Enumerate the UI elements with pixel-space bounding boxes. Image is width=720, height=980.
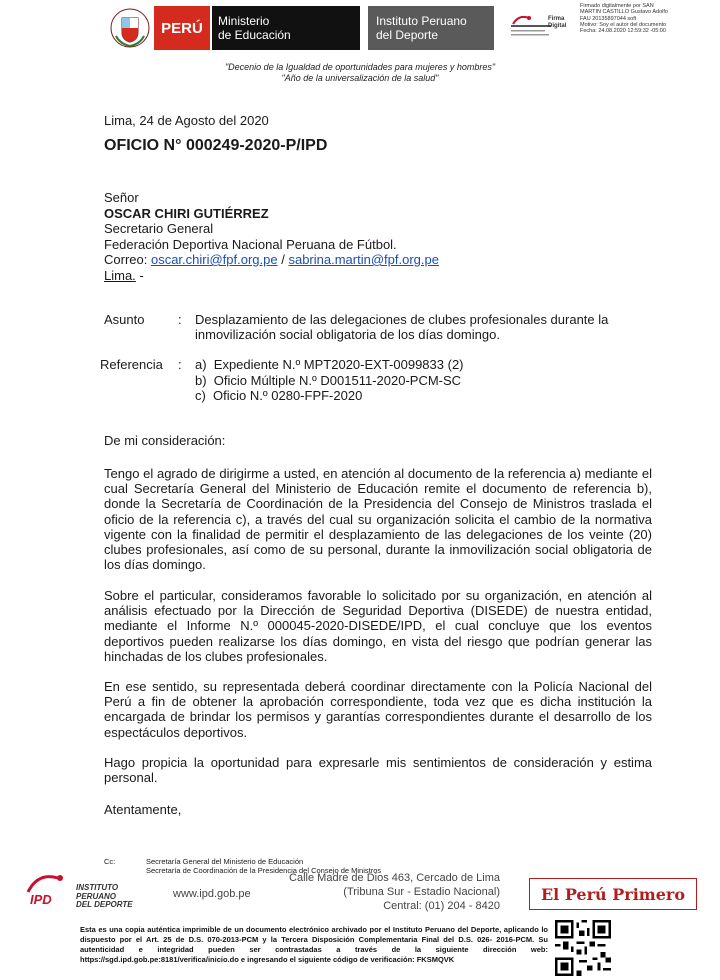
paragraph-1: Tengo el agrado de dirigirme a usted, en atención al documento de la referencia a) mediante el cual Secretaría General del Ministerio de Educación remite el documento de referencia b), donde la Secretaría de Coordinación de la Presidencia del Consejo de Ministros traslada el oficio de la referencia c), a través del cual su organización solicita el cambio de la normativa vigente con la finalidad de permitir el desplazamiento de las delegaciones de los veinte (20) clubes profesionales, así como de su personal, durante la inmovilización social obligatoria de los días domingo.: [104, 466, 652, 573]
subject-label: Asunto: [104, 312, 145, 327]
subject-text: Desplazamiento de las delegaciones de clubes profesionales durante la inmovilización social obligatoria de los días domingo.: [195, 312, 609, 342]
email-link-2[interactable]: sabrina.martin@fpf.org.pe: [288, 252, 439, 267]
recipient-organization: Federación Deportiva Nacional Peruana de Fútbol.: [104, 236, 397, 252]
email-label: Correo:: [104, 252, 151, 267]
website-link[interactable]: www.ipd.gob.pe: [173, 888, 251, 900]
slogan: El Perú Primero: [540, 884, 685, 904]
ipd-name-line: INSTITUTO: [76, 883, 119, 892]
address-line: Calle Madre de Dios 463, Cercado de Lima: [289, 872, 500, 884]
reference-label: Referencia: [100, 357, 163, 372]
digital-signature-details: [580, 3, 720, 34]
digital-signature-label: [548, 16, 566, 30]
email-link-1[interactable]: oscar.chiri@fpf.org.pe: [150, 252, 278, 267]
decenio-banner: [0, 62, 720, 84]
greeting: De mi consideración:: [104, 433, 226, 448]
subject-colon: :: [178, 312, 182, 327]
institute-brand: [368, 6, 494, 50]
ipd-name-line: PERUANO: [76, 891, 117, 901]
signature-line: Motivo: Soy el autor del documento: [580, 21, 667, 28]
reference-item: c) Oficio N.º 0280-FPF-2020: [195, 388, 363, 403]
decenio-line-2: "Año de la universalización de la salud": [281, 73, 439, 83]
ipd-logo-icon: [24, 870, 70, 910]
el-peru-primero-logo: [529, 878, 697, 910]
city-line: [104, 268, 439, 284]
paragraph-4: Hago propicia la oportunidad para expresarle mis sentimientos de consideración y estima personal.: [104, 755, 652, 786]
address-line: Central: (01) 204 - 8420: [383, 900, 500, 912]
paragraph-3: En ese sentido, su representada deberá coordinar directamente con la Policía Nacional del Perú a fin de obtener la aprobación correspondiente, toda vez que es dicha institución la encargada de brindar los permisos y garantías correspondientes durante el desarrollo de los espectáculos deportivos.: [104, 679, 652, 740]
institute-line-1: Instituto Peruano: [376, 14, 467, 28]
peru-brand: [154, 6, 210, 50]
email-separator: /: [277, 252, 289, 267]
recipient-block: [104, 190, 439, 283]
salutation: Señor: [104, 190, 139, 205]
qr-code-icon: [555, 920, 611, 976]
peru-label: PERÚ: [161, 19, 203, 37]
city-suffix: -: [135, 267, 144, 283]
paragraph-2: Sobre el particular, consideramos favorable lo solicitado por su organización, en atención al análisis efectuado por la Dirección de Seguridad Deportiva (DISEDE) de nuestra entidad, mediante el Informe N.º 000045-2020-DISEDE/IPD, el cual concluye que los eventos deportivos pueden realizarse los días domingo, en vista del riesgo que podrían generar las hinchadas de los clubes profesionales.: [104, 588, 652, 664]
address-line: (Tribuna Sur - Estadio Nacional): [343, 886, 500, 898]
city: Lima.: [104, 267, 136, 283]
cc-item: Secretaría General del Ministerio de Educación: [146, 857, 304, 866]
signature-line: FAU 20135897044 soft: [580, 15, 637, 22]
closing: Atentamente,: [104, 802, 182, 817]
email-line: [104, 252, 439, 268]
signature-line: MARTIN CASTILLO Gustavo Adolfo: [580, 9, 668, 16]
footer-address: [284, 871, 500, 913]
reference-list: [195, 357, 464, 404]
ministry-line-1: Ministerio: [218, 14, 270, 28]
letter-date: Lima, 24 de Agosto del 2020: [104, 113, 269, 128]
signature-label-2: Digital: [548, 23, 567, 29]
recipient-name: OSCAR CHIRI GUTIÉRREZ: [104, 205, 269, 221]
ipd-abbr: IPD: [30, 892, 52, 907]
reference-colon: :: [178, 357, 182, 372]
signature-line: Fecha: 24.08.2020 12:59:32 -05:00: [580, 28, 666, 35]
cc-item: Secretaría de Coordinación de la Presidencia del Consejo de Ministros: [146, 866, 382, 875]
letter-number: OFICIO N° 000249-2020-P/IPD: [104, 137, 328, 154]
signature-label-1: Firma: [548, 16, 565, 22]
ministry-brand: [212, 6, 360, 50]
ipd-name: [76, 884, 133, 910]
reference-item: b) Oficio Múltiple N.º D001511-2020-PCM-SC: [195, 372, 462, 388]
decenio-line-1: "Decenio de la Igualdad de oportunidades para mujeres y hombres": [224, 62, 496, 72]
reference-item: a) Expediente N.º MPT2020-EXT-0099833 (2): [195, 357, 464, 372]
recipient-title: Secretario General: [104, 221, 214, 236]
authenticity-note: Esta es una copia auténtica imprimible de un documento electrónico archivado por el Instituto Peruano del Deporte, aplicando lo dispuesto por el Art. 25 de D.S. 070-2013-PCM y la Tercera Disposición Complementaria Final del D.S. 026- 2016-PCM. Su autenticidad e integridad pueden ser contrastadas a través de la siguiente dirección web: https://sgd.ipd.gob.pe:8181/verifica/inicio.do e ingresando el siguiente código de verificación: FKSMQVK: [80, 925, 548, 964]
cc-label: Cc:: [104, 857, 116, 866]
ipd-name-line: DEL DEPORTE: [76, 900, 133, 909]
ministry-line-2: de Educación: [218, 28, 291, 42]
signature-line: Firmado digitalmente por SAN: [580, 3, 654, 9]
institute-line-2: del Deporte: [376, 28, 439, 42]
coat-of-arms-icon: [110, 6, 150, 50]
